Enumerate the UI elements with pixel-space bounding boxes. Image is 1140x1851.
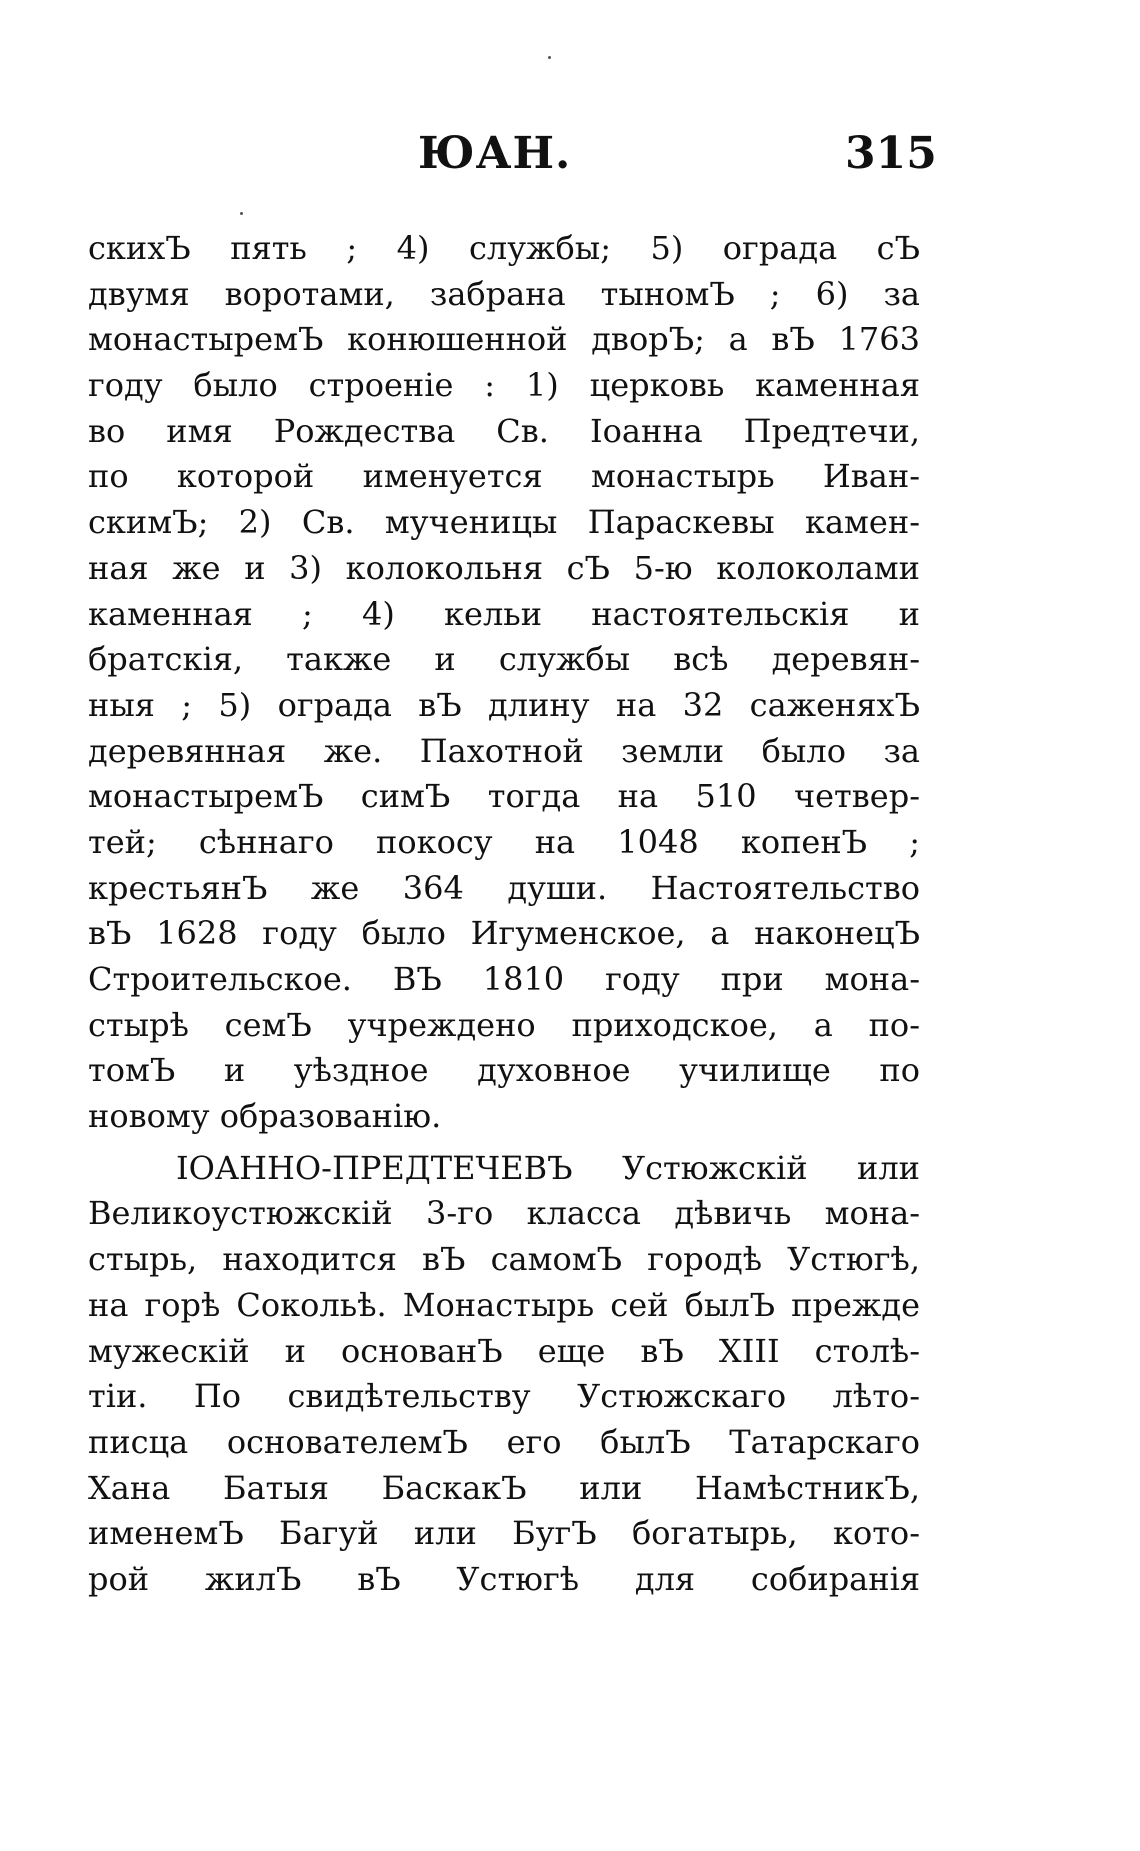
text-line: рой жилЪ вЪ Устюгѣ для собиранія [88, 1559, 920, 1598]
text-line: братскія, также и службы всѣ деревян- [88, 640, 920, 679]
text-line: ІОАННО-ПРЕДТЕЧЕВЪ Устюжскій или [176, 1148, 920, 1187]
text-line: скихЪ пять ; 4) службы; 5) ограда сЪ [88, 229, 920, 267]
text-line: деревянная же. Пахотной земли было за [88, 731, 920, 770]
text-line: томЪ и уѣздное духовное училище по [88, 1051, 920, 1090]
text-line: стырѣ семЪ учреждено приходское, а по- [88, 1005, 920, 1044]
text-line: мужескій и основанЪ еще вЪ XIII столѣ- [88, 1331, 920, 1370]
text-line: монастыремЪ симЪ тогда на 510 четвер- [88, 777, 920, 816]
text-line: писца основателемЪ его былЪ Татарскаго [88, 1422, 920, 1461]
text-line: ная же и 3) колокольня сЪ 5-ю колоколами [88, 548, 920, 587]
text-line: Хана Батыя БаскакЪ или НамѣстникЪ, [88, 1468, 920, 1507]
text-line: ныя ; 5) ограда вЪ длину на 32 саженяхЪ [88, 685, 920, 724]
page-number: 315 [845, 128, 937, 179]
text-line: именемЪ Багуй или БугЪ богатырь, кото- [88, 1514, 920, 1553]
text-line: новому образованію. [88, 1097, 442, 1136]
text-line: тіи. По свидѣтельству Устюжскаго лѣто- [88, 1377, 920, 1416]
text-line: по которой именуется монастырь Иван- [88, 457, 920, 496]
body-text [88, 226, 920, 1603]
paragraph-1 [88, 226, 920, 1140]
text-line: во имя Рождества Св. Іоанна Предтечи, [88, 411, 920, 450]
text-line: каменная ; 4) кельи настоятельскія и [88, 594, 920, 633]
text-line: двумя воротами, забрана тыномЪ ; 6) за [88, 274, 920, 313]
paragraph-2 [88, 1146, 920, 1603]
text-line: монастыремЪ конюшенной дворЪ; а вЪ 1763 [88, 320, 920, 359]
page-header [0, 128, 1140, 188]
text-line: Великоустюжскій 3-го класса дѣвичь мона- [88, 1194, 920, 1233]
running-head: ЮАН. [418, 128, 572, 179]
text-line: скимЪ; 2) Св. мученицы Параскевы камен- [88, 503, 920, 542]
text-line: на горѣ Сокольѣ. Монастырь сей былЪ прежде [88, 1285, 920, 1324]
text-line: стырь, находится вЪ самомЪ городѣ Устюгѣ, [88, 1240, 920, 1279]
print-speck [548, 56, 551, 59]
text-line: крестьянЪ же 364 души. Настоятельство [88, 868, 920, 907]
text-line: вЪ 1628 году было Игуменское, а наконецЪ [88, 914, 920, 953]
print-speck [240, 212, 243, 215]
text-line: году было строеніе : 1) церковь каменная [88, 366, 920, 405]
text-line: тей; сѣннаго покосу на 1048 копенЪ ; [88, 822, 920, 861]
text-line: Строительское. ВЪ 1810 году при мона- [88, 960, 920, 998]
